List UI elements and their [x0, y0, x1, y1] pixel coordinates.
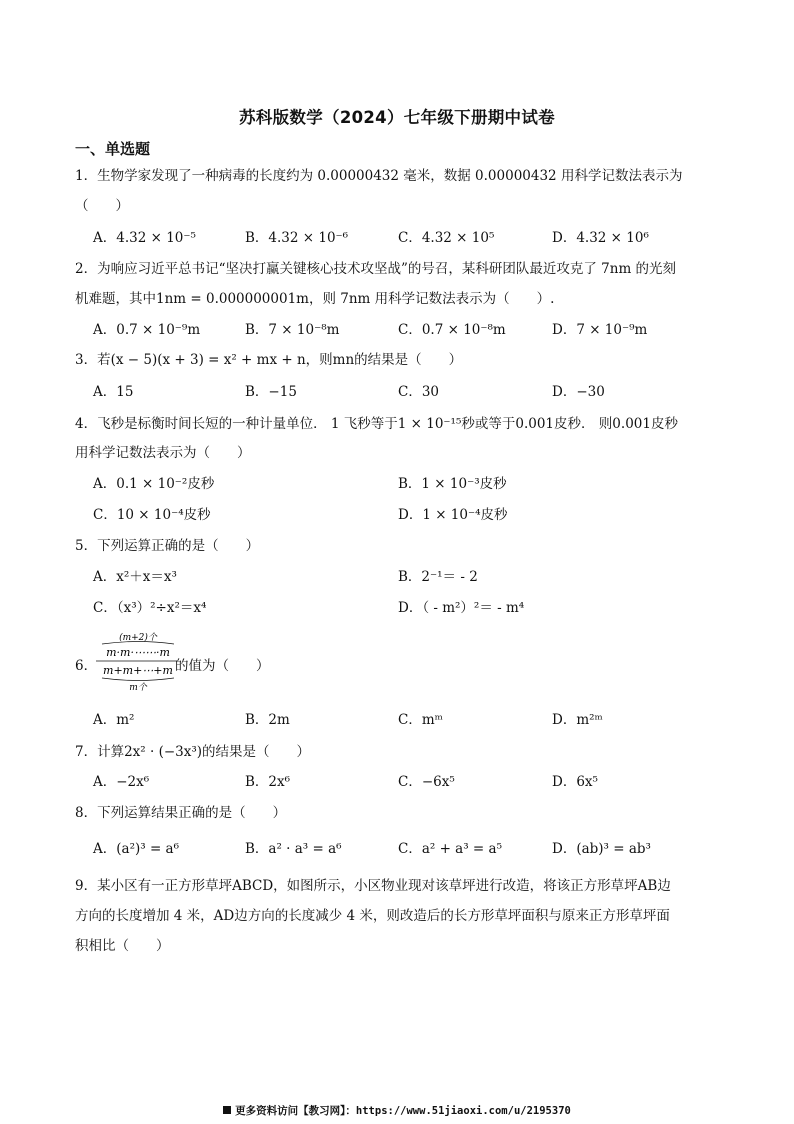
q2-text-line1: 2．为响应习近平总书记“坚决打赢关键核心技术攻坚战”的号召，某科研团队最近攻克了 7nm 的光刻: [75, 261, 677, 277]
q1-option-c[interactable]: C．4.32 × 10⁵: [398, 230, 495, 246]
q4-option-d[interactable]: D．1 × 10⁻⁴皮秒: [398, 507, 508, 523]
q8-option-a[interactable]: A．(a²)³ = a⁶: [93, 841, 180, 857]
flag-icon: [223, 1106, 231, 1114]
q9-text-line3: 积相比（ ）: [75, 938, 170, 954]
q6-option-c[interactable]: C．mᵐ: [398, 712, 443, 728]
q2-text-line2: 机难题，其中1nm = 0.000000001m，则 7nm 用科学记数法表示为（ ）.: [75, 291, 555, 307]
q3-text-line1: 3．若(x − 5)(x + 3) = x² + mx + n，则mn的结果是（ ）: [75, 352, 463, 368]
q3-option-a[interactable]: A．15: [93, 384, 134, 400]
q4-option-a[interactable]: A．0.1 × 10⁻²皮秒: [93, 476, 215, 492]
q2-option-a[interactable]: A．0.7 × 10⁻⁹m: [93, 322, 201, 338]
q8-option-b[interactable]: B．a² · a³ = a⁶: [245, 841, 342, 857]
q4-text-line2: 用科学记数法表示为（ ）: [75, 445, 251, 461]
q7-option-c[interactable]: C．−6x⁵: [398, 774, 455, 790]
q5-option-a[interactable]: A．x²＋x＝x³: [93, 569, 177, 585]
q6-option-a[interactable]: A．m²: [93, 712, 135, 728]
q5-option-d[interactable]: D．（ - m²）²＝ - m⁴: [398, 600, 525, 616]
q1-text-line2: （ ）: [75, 198, 129, 214]
q3-option-c[interactable]: C．30: [398, 384, 440, 400]
q1-option-d[interactable]: D．4.32 × 10⁶: [552, 230, 649, 246]
footer-link[interactable]: 更多资料访问【教习网】：https://www.51jiaoxi.com/u/2195370: [235, 1105, 571, 1117]
q2-option-d[interactable]: D．7 × 10⁻⁹m: [552, 322, 648, 338]
q5-text-line1: 5．下列运算正确的是（ ）: [75, 538, 260, 554]
q6-option-d[interactable]: D．m²ᵐ: [552, 712, 603, 728]
q4-option-c[interactable]: C．10 × 10⁻⁴皮秒: [93, 507, 211, 523]
footer: [0, 1103, 794, 1118]
q8-option-d[interactable]: D．(ab)³ = ab³: [552, 841, 651, 857]
q6-bottom-brace: [102, 678, 174, 681]
q6-top-note: (m+2)个: [119, 633, 157, 643]
q6-number: 6．: [75, 658, 98, 674]
q7-option-a[interactable]: A．−2x⁶: [93, 774, 150, 790]
q5-option-b[interactable]: B．2⁻¹＝ - 2: [398, 569, 478, 585]
q3-option-b[interactable]: B．−15: [245, 384, 297, 400]
q4-text-line1: 4．飞秒是标衡时间长短的一种计量单位． 1 飞秒等于1 × 10⁻¹⁵秒或等于0.001皮秒． 则0.001皮秒: [75, 416, 678, 432]
q6-bottom-note: m个: [129, 683, 147, 692]
q6-denominator: m+m+⋯+m: [103, 664, 173, 677]
q8-text-line1: 8．下列运算结果正确的是（ ）: [75, 805, 287, 821]
q2-option-c[interactable]: C．0.7 × 10⁻⁸m: [398, 322, 506, 338]
q9-text-line2: 方向的长度增加 4 米，AD边方向的长度减少 4 米，则改造后的长方形草坪面积与原来正方形草坪面: [75, 908, 670, 924]
q6-option-b[interactable]: B．2m: [245, 712, 290, 728]
q6-suffix: 的值为（ ）: [175, 658, 270, 674]
q9-text-line1: 9．某小区有一正方形草坪ABCD，如图所示，小区物业现对该草坪进行改造，将该正方形草坪AB边: [75, 878, 671, 894]
q2-option-b[interactable]: B．7 × 10⁻⁸m: [245, 322, 340, 338]
section-heading: 一、单选题: [75, 140, 151, 158]
q7-option-b[interactable]: B．2x⁶: [245, 774, 291, 790]
q3-option-d[interactable]: D．−30: [552, 384, 605, 400]
q4-option-b[interactable]: B．1 × 10⁻³皮秒: [398, 476, 507, 492]
q7-option-d[interactable]: D．6x⁵: [552, 774, 598, 790]
q6-fraction: [94, 630, 184, 692]
page-title: 苏科版数学（2024）七年级下册期中试卷: [239, 108, 555, 127]
q1-text-line1: 1．生物学家发现了一种病毒的长度约为 0.00000432 毫米，数据 0.00000432 用科学记数法表示为: [75, 168, 683, 184]
q1-option-a[interactable]: A．4.32 × 10⁻⁵: [93, 230, 196, 246]
q1-option-b[interactable]: B．4.32 × 10⁻⁶: [245, 230, 349, 246]
q5-option-c[interactable]: C．（x³）²÷x²＝x⁴: [93, 600, 207, 616]
q8-option-c[interactable]: C．a² + a³ = a⁵: [398, 841, 502, 857]
q7-text-line1: 7．计算2x² · (−3x³)的结果是（ ）: [75, 744, 311, 760]
q6-numerator: m·m·⋯⋯·m: [106, 646, 170, 659]
